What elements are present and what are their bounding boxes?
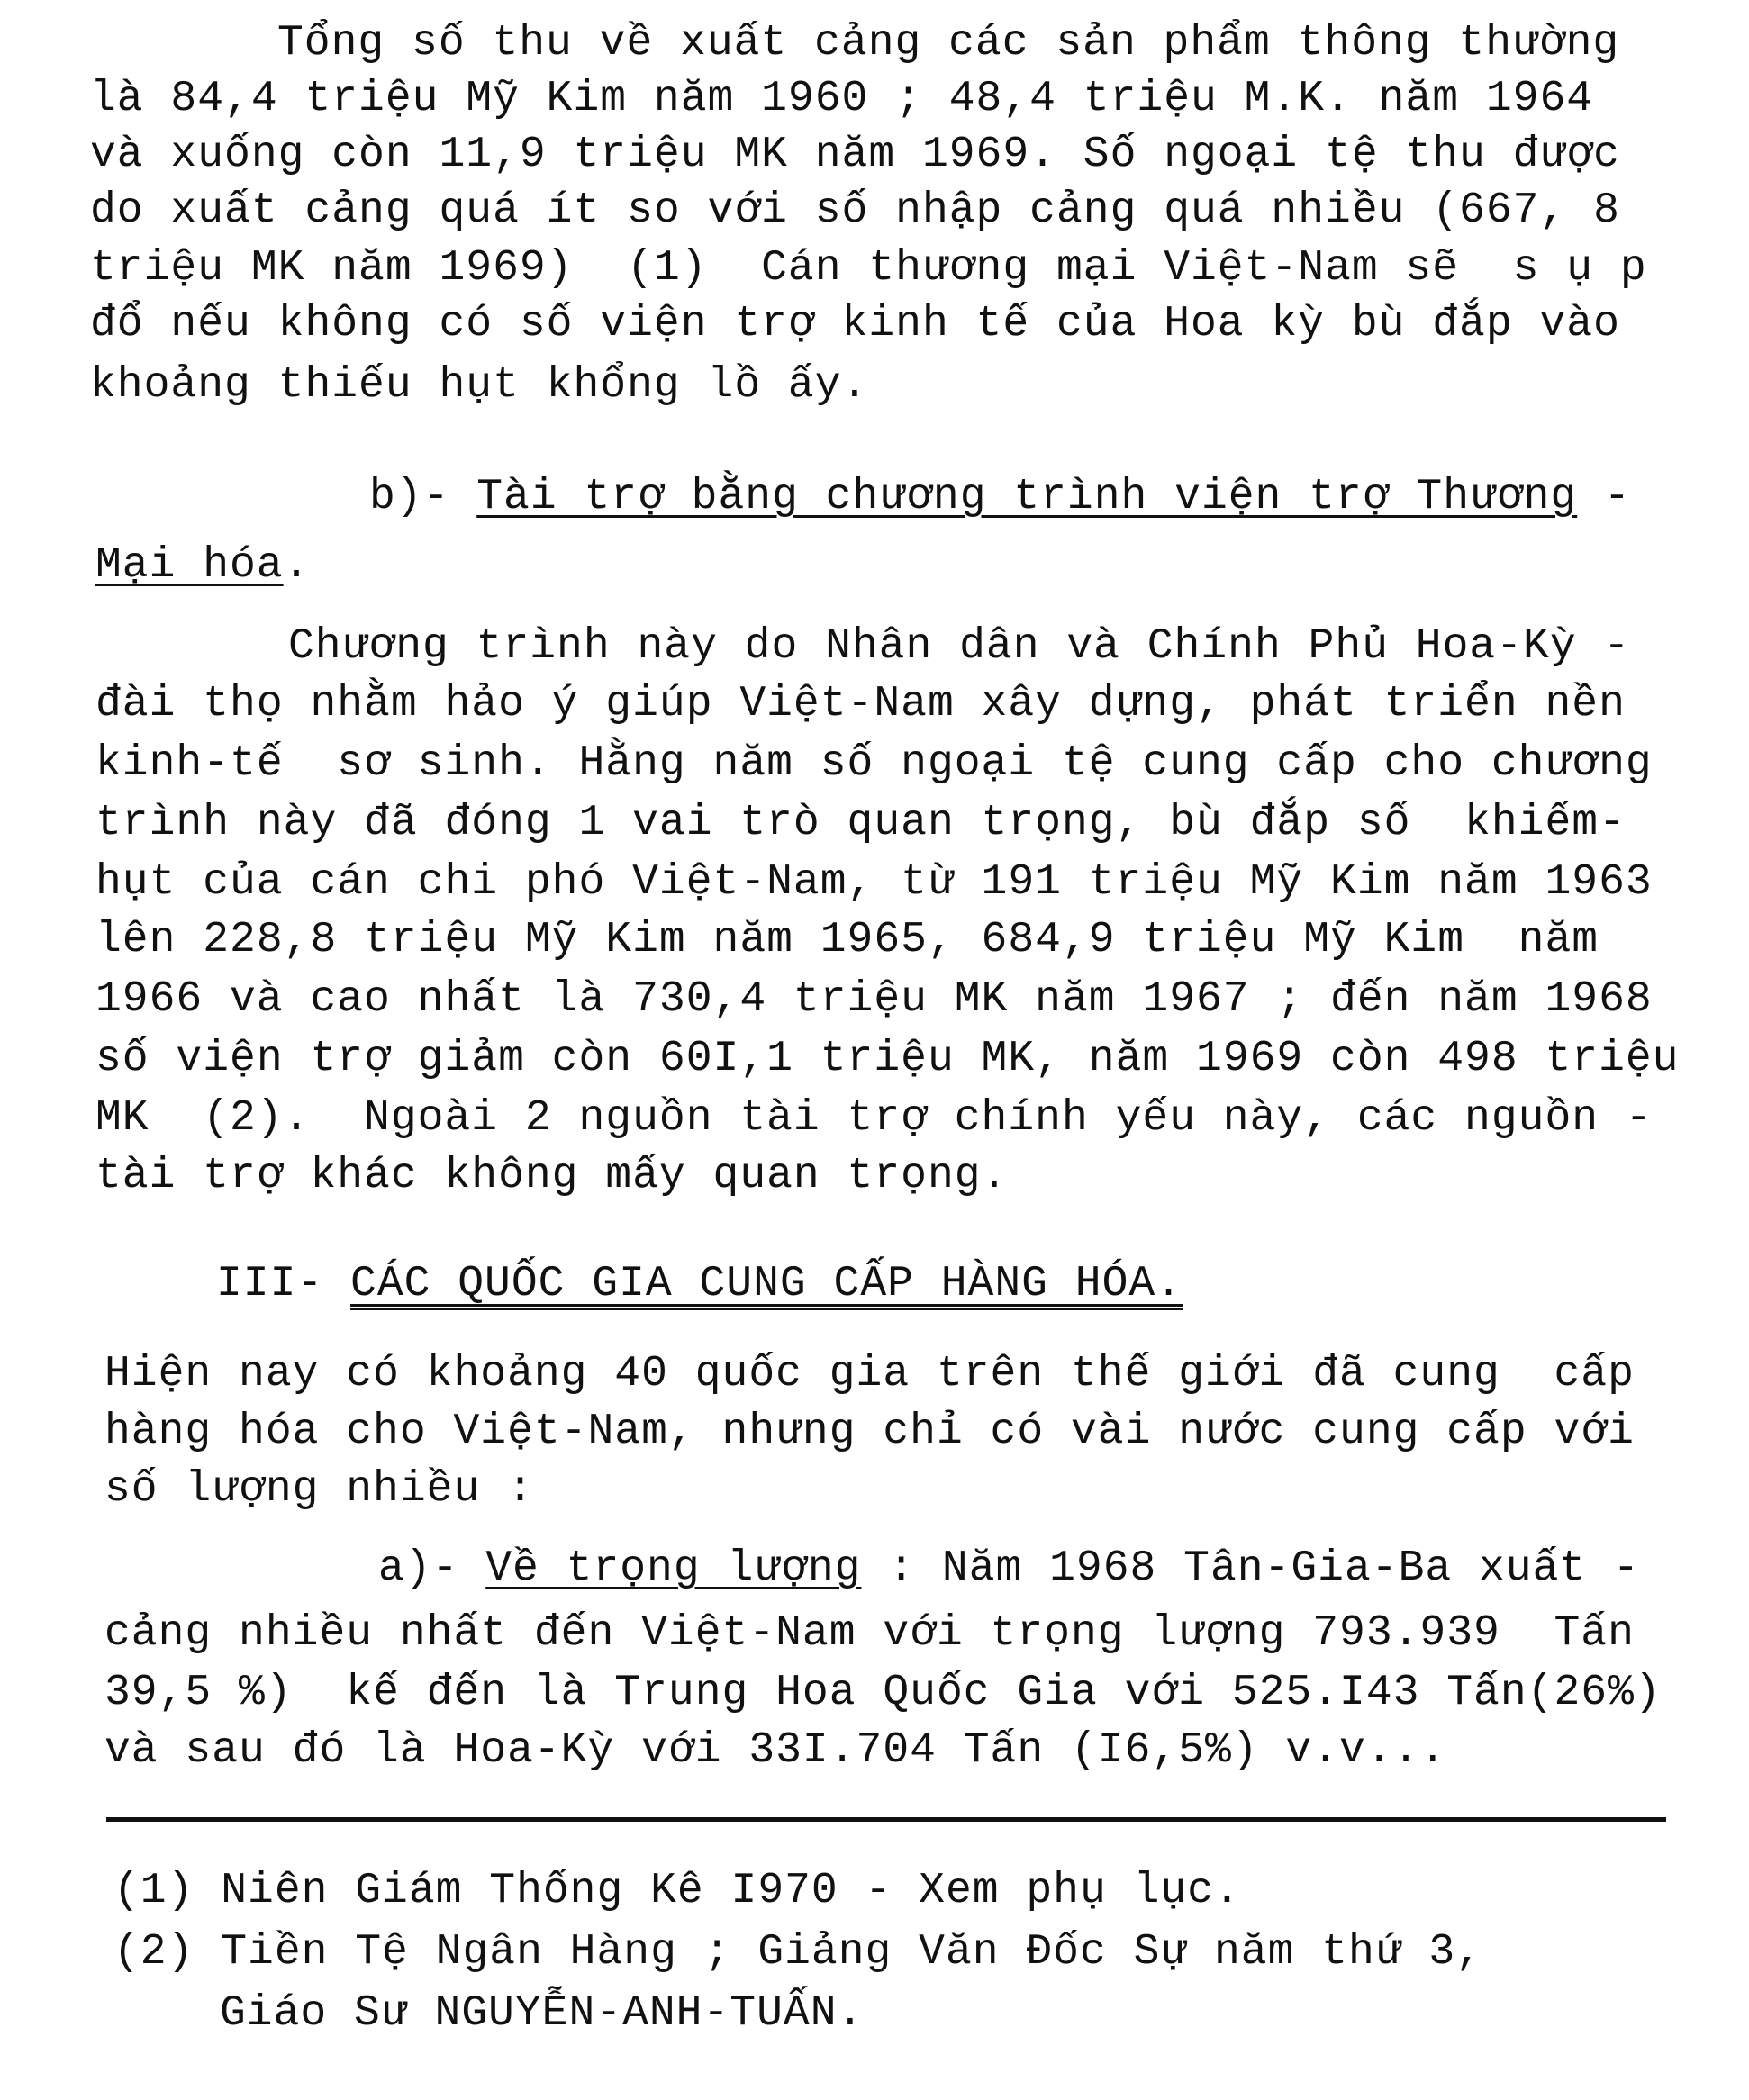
paragraph3-line: số lượng nhiều : [104,1465,534,1514]
paragraph2-line: số viện trợ giảm còn 60I,1 triệu MK, năm 1969 còn 498 triệu [95,1035,1680,1083]
paragraph2-line: trình này đã đóng 1 vai trò quan trọng, bù đắp số khiếm- [95,799,1626,847]
footnote-2: (2) Tiền Tệ Ngân Hàng ; Giảng Văn Đốc Sự năm thứ 3, [113,1928,1483,1977]
section-b-heading [369,470,1631,524]
paragraph1-line: và xuống còn 11,9 triệu MK năm 1969. Số ngoại tệ thu được [90,131,1620,179]
footnote-2-cont: Giáo Sư NGUYỄN-ANH-TUẤN. [220,1989,865,2038]
section-b-title-line1: Tài trợ bằng chương trình viện trợ Thương [476,473,1578,521]
paragraph1-line: triệu MK năm 1969) (1) Cán thương mại Việt-Nam sẽ s ụ p [90,244,1647,293]
paragraph1-line: Tổng số thu về xuất cảng các sản phẩm thông thường [277,19,1620,68]
paragraph1-line: khoảng thiếu hụt khổng lồ ấy. [90,361,869,410]
section-a-line: cảng nhiều nhất đến Việt-Nam với trọng lượng 793.939 Tấn [104,1609,1635,1658]
section-a-line: và sau đó là Hoa-Kỳ với 33I.704 Tấn (I6,5%) v.v... [104,1726,1447,1775]
paragraph3-line: hàng hóa cho Việt-Nam, nhưng chỉ có vài nước cung cấp với [104,1408,1635,1456]
section-a-title: Về trọng lượng [485,1544,862,1593]
section-b-dash: - [1577,473,1631,521]
section-b-period: . [283,541,311,590]
paragraph2-line: Chương trình này do Nhân dân và Chính Phủ Hoa-Kỳ - [288,622,1631,671]
section-b-heading-cont [95,539,310,593]
section-iii-heading [216,1257,1183,1311]
paragraph1-line: do xuất cảng quá ít so với số nhập cảng quá nhiều (667, 8 [90,186,1620,235]
section-b-prefix: b)- [369,473,477,521]
section-a-line [378,1542,1640,1596]
paragraph2-line: hụt của cán chi phó Việt-Nam, từ 191 triệu Mỹ Kim năm 1963 [95,858,1653,907]
section-a-line: 39,5 %) kế đến là Trung Hoa Quốc Gia với 525.I43 Tấn(26%) [104,1669,1662,1717]
section-iii-prefix: III- [216,1260,351,1308]
paragraph3-line: Hiện nay có khoảng 40 quốc gia trên thế giới đã cung cấp [104,1350,1635,1398]
paragraph2-line: tài trợ khác không mấy quan trọng. [95,1152,1009,1200]
paragraph2-line: lên 228,8 triệu Mỹ Kim năm 1965, 684,9 triệu Mỹ Kim năm [95,916,1599,964]
paragraph2-line: MK (2). Ngoài 2 nguồn tài trợ chính yếu này, các nguồn - [95,1094,1653,1143]
footnote-divider [106,1817,1666,1822]
paragraph2-line: kinh-tế sơ sinh. Hằng năm số ngoại tệ cung cấp cho chương [95,739,1653,788]
paragraph2-line: đài thọ nhằm hảo ý giúp Việt-Nam xây dựng, phát triển nền [95,680,1626,729]
section-a-prefix: a)- [378,1544,486,1593]
section-b-title-line2: Mại hóa [95,541,284,590]
footnote-1: (1) Niên Giám Thống Kê I970 - Xem phụ lục. [113,1867,1241,1915]
paragraph1-line: là 84,4 triệu Mỹ Kim năm 1960 ; 48,4 triệu M.K. năm 1964 [90,75,1594,123]
paragraph1-line: đổ nếu không có số viện trợ kinh tế của Hoa kỳ bù đắp vào [90,300,1620,348]
section-a-rest: : Năm 1968 Tân-Gia-Ba xuất - [861,1544,1640,1593]
section-iii-title: CÁC QUỐC GIA CUNG CẤP HÀNG HÓA. [350,1260,1183,1308]
paragraph2-line: 1966 và cao nhất là 730,4 triệu MK năm 1967 ; đến năm 1968 [95,975,1653,1024]
